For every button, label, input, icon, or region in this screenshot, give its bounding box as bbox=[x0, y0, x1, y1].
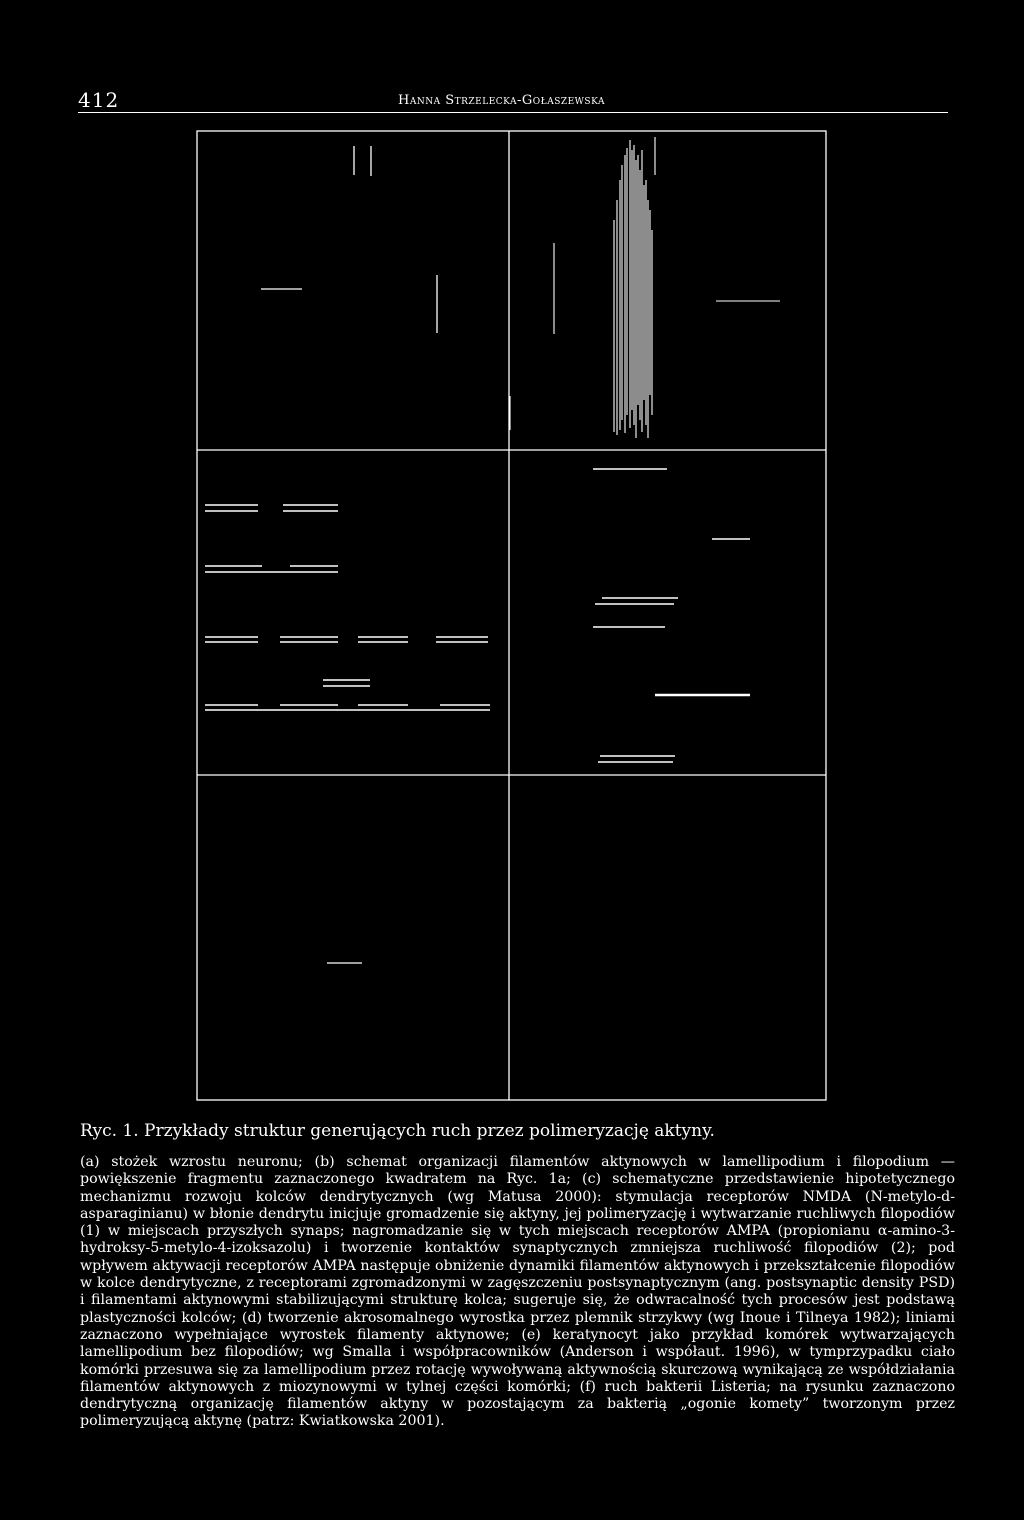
panel-c-segments bbox=[205, 505, 490, 710]
panel-b-filaments bbox=[510, 137, 780, 438]
panel-d-segments bbox=[593, 469, 750, 762]
running-head: Hanna Strzelecka-Gołaszewska bbox=[398, 93, 605, 108]
panel-a-strokes bbox=[261, 146, 437, 333]
page-header bbox=[78, 88, 948, 113]
figure-grid bbox=[197, 131, 826, 1100]
figure-caption-body: (a) stożek wzrostu neuronu; (b) schemat organizacji filamentów aktynowych w lamellipodium i filopodium — powiększenie fragmentu zaznaczonego kwadratem na Ryc. 1a; (c) schematyczne przedstawienie hipotetycznego mechanizmu rozwoju kolców dendrytycznych (wg Matusa 2000): stymulacja receptorów NMDA (N-metylo-d-asparaginianu) w błonie dendrytu inicjuje gromadzenie się aktyny, jej polimeryzację i wytwarzanie ruchliwych filopodiów (1) w miejscach przyszłych synaps; nagromadzanie się w tych miejscach receptorów AMPA (propionianu α-amino-3-hydroksy-5-metylo-4-izoksazolu) i tworzenie kontaktów synaptycznych zmniejsza ruchliwość filopodiów (2); pod wpływem aktywacji receptorów AMPA następuje obniżenie dynamiki filamentów aktynowych i przekształcenie filopodiów w kolce dendrytyczne, z receptorami zgromadzonymi w zagęszczeniu postsynaptycznym (ang. postsynaptic density PSD) i filamentami aktynowymi stabilizującymi strukturę kolca; sugeruje się, że odwracalność tych procesów jest podstawą plastyczności kolców; (d) tworzenie akrosomalnego wyrostka przez plemnik strzykwy (wg Inoue i Tilneya 1982); liniami zaznaczono wypełniające wyrostek filamenty aktynowe; (e) keratynocyt jako przykład komórek wytwarzających lamellipodium bez filopodiów; wg Smalla i współpracowników (Anderson i współaut. 1996), w tymprzypadku ciało komórki przesuwa się za lamellipodium przez rotację wywoływaną aktywnością skurczową wynikającą ze współdziałania filamentów aktynowych z miozynowymi w tylnej części komórki; (f) ruch bakterii Listeria; na rysunku zaznaczono dendrytyczną organizację filamentów aktyny w pozostającym za bakterią „ogonie komety” tworzonym przez polimeryzującą aktynę (patrz: Kwiatkowska 2001). bbox=[80, 1154, 955, 1430]
page-number: 412 bbox=[78, 88, 120, 112]
figure-caption-title: Ryc. 1. Przykłady struktur generujących ruch przez polimeryzację aktyny. bbox=[80, 1121, 715, 1141]
